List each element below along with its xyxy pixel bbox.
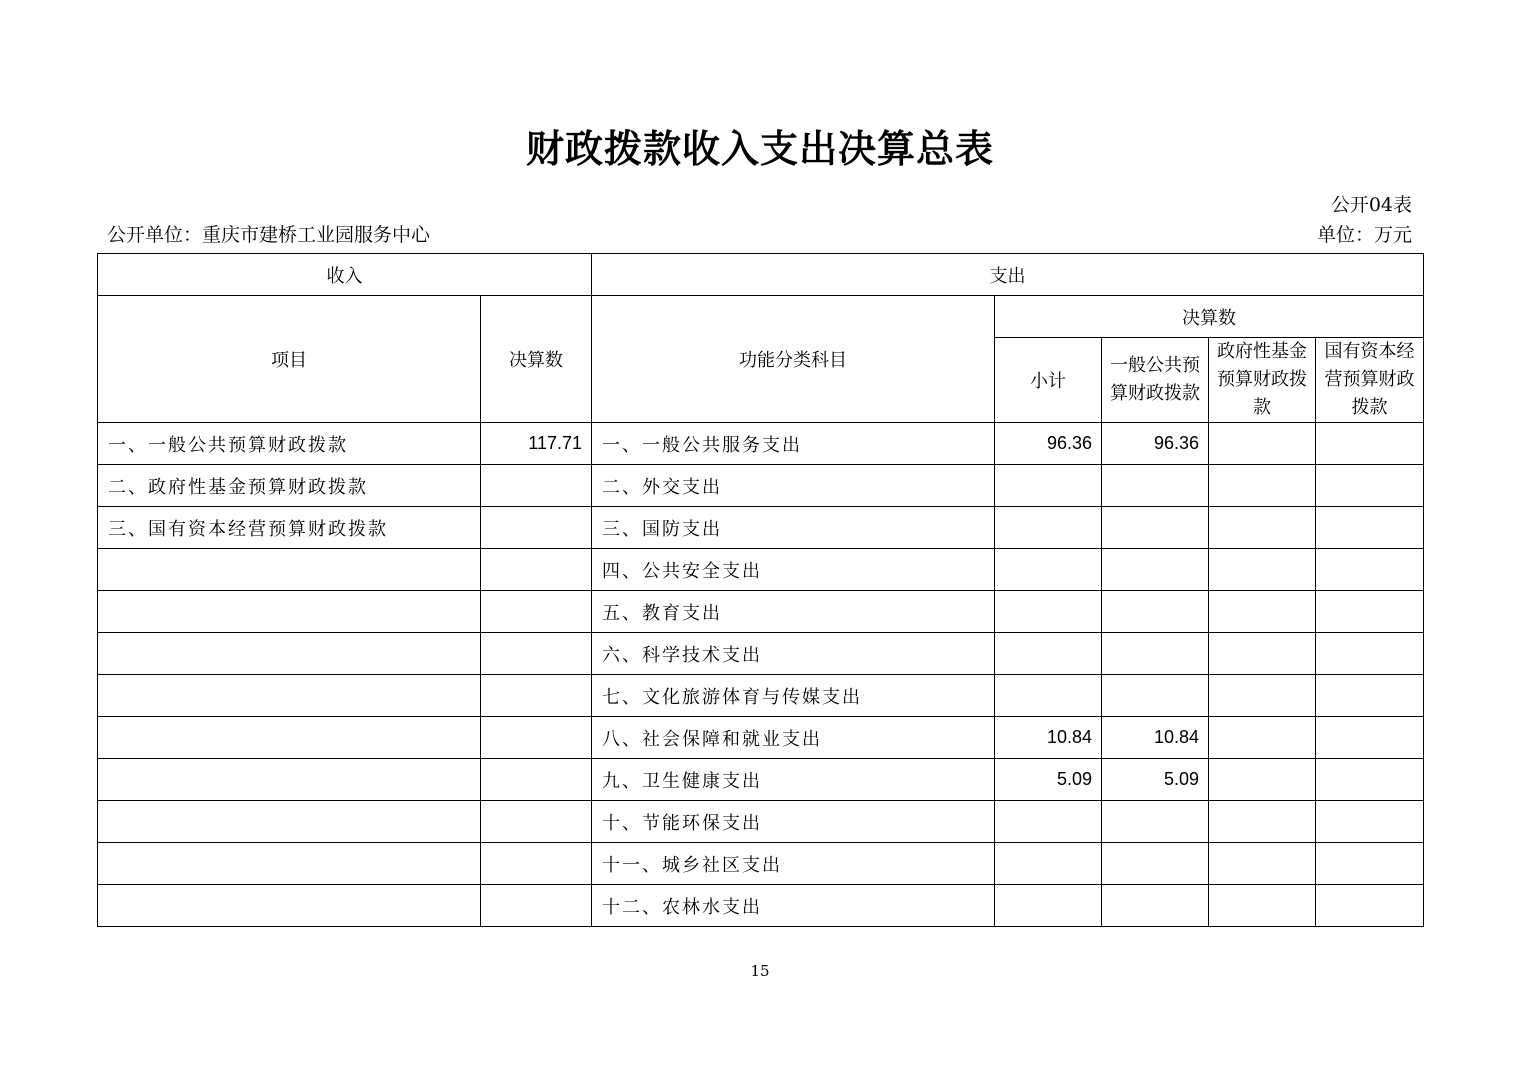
table-row <box>98 801 1424 843</box>
income-item-cell: 二、政府性基金预算财政拨款 <box>98 465 481 507</box>
income-amount-cell <box>481 591 592 633</box>
table-row <box>98 675 1424 717</box>
table-row <box>98 423 1424 465</box>
income-amount-cell <box>481 885 592 927</box>
gov-fund-cell <box>1209 633 1316 675</box>
final-amount-header: 决算数 <box>995 296 1424 338</box>
state-capital-cell <box>1316 675 1424 717</box>
table-row <box>98 885 1424 927</box>
appropriation-summary-table <box>97 253 1424 927</box>
state-capital-cell <box>1316 759 1424 801</box>
table-row <box>98 549 1424 591</box>
gov-fund-header: 政府性基金预算财政拨款 <box>1209 338 1316 423</box>
income-item-cell <box>98 717 481 759</box>
table-row <box>98 591 1424 633</box>
income-item-cell <box>98 675 481 717</box>
state-capital-cell <box>1316 591 1424 633</box>
general-budget-cell: 96.36 <box>1102 423 1209 465</box>
subtotal-cell <box>995 549 1102 591</box>
subtotal-header: 小计 <box>995 338 1102 423</box>
expense-item-cell: 七、文化旅游体育与传媒支出 <box>592 675 995 717</box>
state-capital-cell <box>1316 885 1424 927</box>
expense-item-cell: 四、公共安全支出 <box>592 549 995 591</box>
income-amount-cell <box>481 759 592 801</box>
income-amount-cell <box>481 675 592 717</box>
subtotal-cell: 10.84 <box>995 717 1102 759</box>
income-item-cell <box>98 759 481 801</box>
header-row-2 <box>98 296 1424 338</box>
table-row <box>98 717 1424 759</box>
state-capital-cell <box>1316 549 1424 591</box>
gov-fund-cell <box>1209 717 1316 759</box>
subtotal-cell <box>995 843 1102 885</box>
expense-item-cell: 八、社会保障和就业支出 <box>592 717 995 759</box>
state-capital-cell <box>1316 717 1424 759</box>
state-capital-cell <box>1316 633 1424 675</box>
expense-item-cell: 一、一般公共服务支出 <box>592 423 995 465</box>
gov-fund-cell <box>1209 423 1316 465</box>
general-budget-cell <box>1102 549 1209 591</box>
state-capital-cell <box>1316 843 1424 885</box>
expense-item-cell: 五、教育支出 <box>592 591 995 633</box>
gov-fund-cell <box>1209 591 1316 633</box>
gov-fund-cell <box>1209 507 1316 549</box>
income-header: 收入 <box>98 254 592 296</box>
expense-item-cell: 九、卫生健康支出 <box>592 759 995 801</box>
expense-item-cell: 十一、城乡社区支出 <box>592 843 995 885</box>
item-header: 项目 <box>98 296 481 423</box>
form-number: 公开04表 <box>1330 194 1412 216</box>
subtotal-cell: 96.36 <box>995 423 1102 465</box>
general-budget-cell <box>1102 675 1209 717</box>
income-item-cell: 三、国有资本经营预算财政拨款 <box>98 507 481 549</box>
income-amount-cell: 117.71 <box>481 423 592 465</box>
gov-fund-cell <box>1209 465 1316 507</box>
income-amount-cell <box>481 465 592 507</box>
expense-header: 支出 <box>592 254 1424 296</box>
general-budget-cell <box>1102 801 1209 843</box>
income-amount-cell <box>481 549 592 591</box>
income-item-cell <box>98 549 481 591</box>
gov-fund-cell <box>1209 675 1316 717</box>
expense-item-cell: 六、科学技术支出 <box>592 633 995 675</box>
state-capital-header: 国有资本经营预算财政拨款 <box>1316 338 1424 423</box>
table-row <box>98 465 1424 507</box>
income-item-cell <box>98 801 481 843</box>
income-amount-header: 决算数 <box>481 296 592 423</box>
state-capital-cell <box>1316 423 1424 465</box>
gov-fund-cell <box>1209 759 1316 801</box>
table-row <box>98 843 1424 885</box>
income-item-cell <box>98 591 481 633</box>
general-budget-cell <box>1102 507 1209 549</box>
table-row <box>98 759 1424 801</box>
publishing-unit: 公开单位：重庆市建桥工业园服务中心 <box>107 224 431 246</box>
general-budget-cell <box>1102 591 1209 633</box>
expense-item-cell: 二、外交支出 <box>592 465 995 507</box>
income-item-cell <box>98 633 481 675</box>
table-row <box>98 507 1424 549</box>
income-amount-cell <box>481 801 592 843</box>
subtotal-cell <box>995 591 1102 633</box>
subtotal-cell <box>995 633 1102 675</box>
function-category-header: 功能分类科目 <box>592 296 995 423</box>
subtotal-cell <box>995 507 1102 549</box>
gov-fund-cell <box>1209 801 1316 843</box>
state-capital-cell <box>1316 507 1424 549</box>
gov-fund-cell <box>1209 843 1316 885</box>
subtotal-cell <box>995 885 1102 927</box>
general-budget-cell: 5.09 <box>1102 759 1209 801</box>
state-capital-cell <box>1316 801 1424 843</box>
income-item-cell <box>98 843 481 885</box>
state-capital-cell <box>1316 465 1424 507</box>
general-budget-cell <box>1102 633 1209 675</box>
general-budget-cell <box>1102 885 1209 927</box>
subtotal-cell: 5.09 <box>995 759 1102 801</box>
general-budget-cell: 10.84 <box>1102 717 1209 759</box>
page-number: 15 <box>750 962 770 980</box>
income-item-cell: 一、一般公共预算财政拨款 <box>98 423 481 465</box>
income-amount-cell <box>481 633 592 675</box>
subtotal-cell <box>995 801 1102 843</box>
general-budget-cell <box>1102 843 1209 885</box>
header-row-1 <box>98 254 1424 296</box>
expense-item-cell: 十、节能环保支出 <box>592 801 995 843</box>
income-amount-cell <box>481 507 592 549</box>
table-row <box>98 633 1424 675</box>
page-title: 财政拨款收入支出决算总表 <box>525 127 994 171</box>
gov-fund-cell <box>1209 549 1316 591</box>
general-budget-cell <box>1102 465 1209 507</box>
subtotal-cell <box>995 465 1102 507</box>
gov-fund-cell <box>1209 885 1316 927</box>
currency-unit: 单位：万元 <box>1316 224 1412 246</box>
income-amount-cell <box>481 843 592 885</box>
income-item-cell <box>98 885 481 927</box>
general-budget-header: 一般公共预算财政拨款 <box>1102 338 1209 423</box>
expense-item-cell: 三、国防支出 <box>592 507 995 549</box>
subtotal-cell <box>995 675 1102 717</box>
expense-item-cell: 十二、农林水支出 <box>592 885 995 927</box>
income-amount-cell <box>481 717 592 759</box>
